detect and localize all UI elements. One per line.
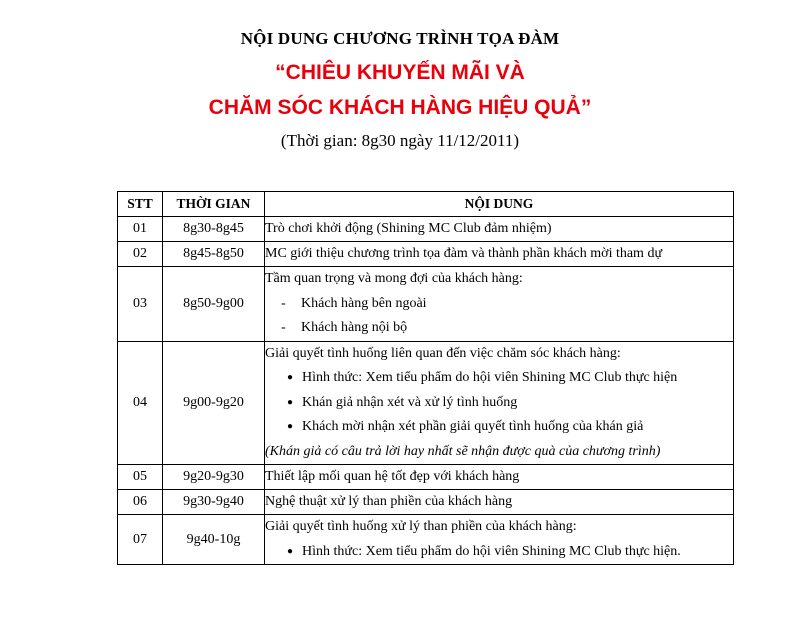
row-content-text: Tầm quan trọng và mong đợi của khách hàng: bbox=[265, 271, 523, 286]
row-time: 8g50-9g00 bbox=[163, 267, 265, 342]
row-content bbox=[265, 217, 734, 242]
row-content-text: MC giới thiệu chương trình tọa đàm và thành phần khách mời tham dự bbox=[265, 246, 663, 261]
row-stt: 04 bbox=[118, 341, 163, 465]
row-stt: 06 bbox=[118, 490, 163, 515]
bullet-dot-icon: ● bbox=[287, 545, 294, 557]
list-item bbox=[265, 292, 733, 317]
table-row bbox=[118, 465, 734, 490]
row-stt: 01 bbox=[118, 217, 163, 242]
bullet-dot-icon: ● bbox=[287, 421, 294, 432]
row-stt: 02 bbox=[118, 242, 163, 267]
event-title-line-1: “CHIÊU KHUYẾN MÃI VÀ bbox=[275, 61, 525, 84]
row-note: (Khán giả có câu trả lời hay nhất sẽ nhận được quà của chương trình) bbox=[265, 443, 661, 459]
row-stt: 05 bbox=[118, 465, 163, 490]
row-content-text: Nghệ thuật xử lý than phiền của khách hàng bbox=[265, 494, 513, 509]
table-row bbox=[118, 242, 734, 267]
row-content-text: Trò chơi khởi động (Shining MC Club đảm nhiệm) bbox=[265, 221, 552, 236]
list-item-text: Khách hàng nội bộ bbox=[301, 320, 408, 335]
table-row bbox=[118, 490, 734, 515]
table-header-row bbox=[118, 192, 734, 217]
list-item-text: Hình thức: Xem tiểu phẩm do hội viên Shining MC Club thực hiện bbox=[302, 370, 678, 385]
column-header-content: NỘI DUNG bbox=[265, 192, 734, 217]
event-time-note: (Thời gian: 8g30 ngày 11/12/2011) bbox=[280, 131, 520, 150]
list-item-text: Khán giả nhận xét và xử lý tình huống bbox=[302, 394, 518, 410]
row-stt: 03 bbox=[118, 267, 163, 342]
row-content bbox=[265, 490, 734, 515]
list-item-text: Khách hàng bên ngoài bbox=[301, 295, 427, 311]
row-time: 9g20-9g30 bbox=[163, 465, 265, 490]
table-row bbox=[118, 515, 734, 565]
table-row bbox=[118, 341, 734, 465]
dash-marker: - bbox=[281, 295, 286, 311]
row-time: 9g30-9g40 bbox=[163, 490, 265, 515]
row-time: 9g40-10g bbox=[163, 515, 265, 565]
column-header-time: THỜI GIAN bbox=[163, 192, 265, 217]
list-item bbox=[265, 540, 733, 565]
list-item bbox=[265, 316, 733, 341]
bullet-dot-icon: ● bbox=[287, 372, 294, 383]
row-stt: 07 bbox=[118, 515, 163, 565]
list-item bbox=[265, 415, 733, 440]
table-row bbox=[118, 267, 734, 342]
row-content bbox=[265, 465, 734, 490]
row-content bbox=[265, 341, 734, 465]
list-item bbox=[265, 391, 733, 416]
list-item-text: Hình thức: Xem tiểu phẩm do hội viên Shining MC Club thực hiện. bbox=[302, 543, 681, 559]
dash-marker: - bbox=[281, 320, 286, 335]
row-content bbox=[265, 267, 734, 342]
row-content-text: Giải quyết tình huống liên quan đến việc chăm sóc khách hàng: bbox=[265, 345, 621, 361]
event-title-line-2: CHĂM SÓC KHÁCH HÀNG HIỆU QUẢ” bbox=[208, 96, 592, 119]
column-header-stt: STT bbox=[118, 192, 163, 217]
row-time: 9g00-9g20 bbox=[163, 341, 265, 465]
row-content bbox=[265, 242, 734, 267]
list-item bbox=[265, 366, 733, 391]
table-row bbox=[118, 217, 734, 242]
bullet-dot-icon: ● bbox=[287, 396, 294, 408]
document-title: NỘI DUNG CHƯƠNG TRÌNH TỌA ĐÀM bbox=[240, 29, 560, 48]
row-content bbox=[265, 515, 734, 565]
row-time: 8g45-8g50 bbox=[163, 242, 265, 267]
row-content-text: Giải quyết tình huống xử lý than phiền của khách hàng: bbox=[265, 519, 577, 534]
agenda-table bbox=[117, 191, 734, 565]
row-content-text: Thiết lập mối quan hệ tốt đẹp với khách hàng bbox=[265, 469, 520, 484]
row-time: 8g30-8g45 bbox=[163, 217, 265, 242]
list-item-text: Khách mời nhận xét phần giải quyết tình huống của khán giả bbox=[302, 419, 644, 434]
